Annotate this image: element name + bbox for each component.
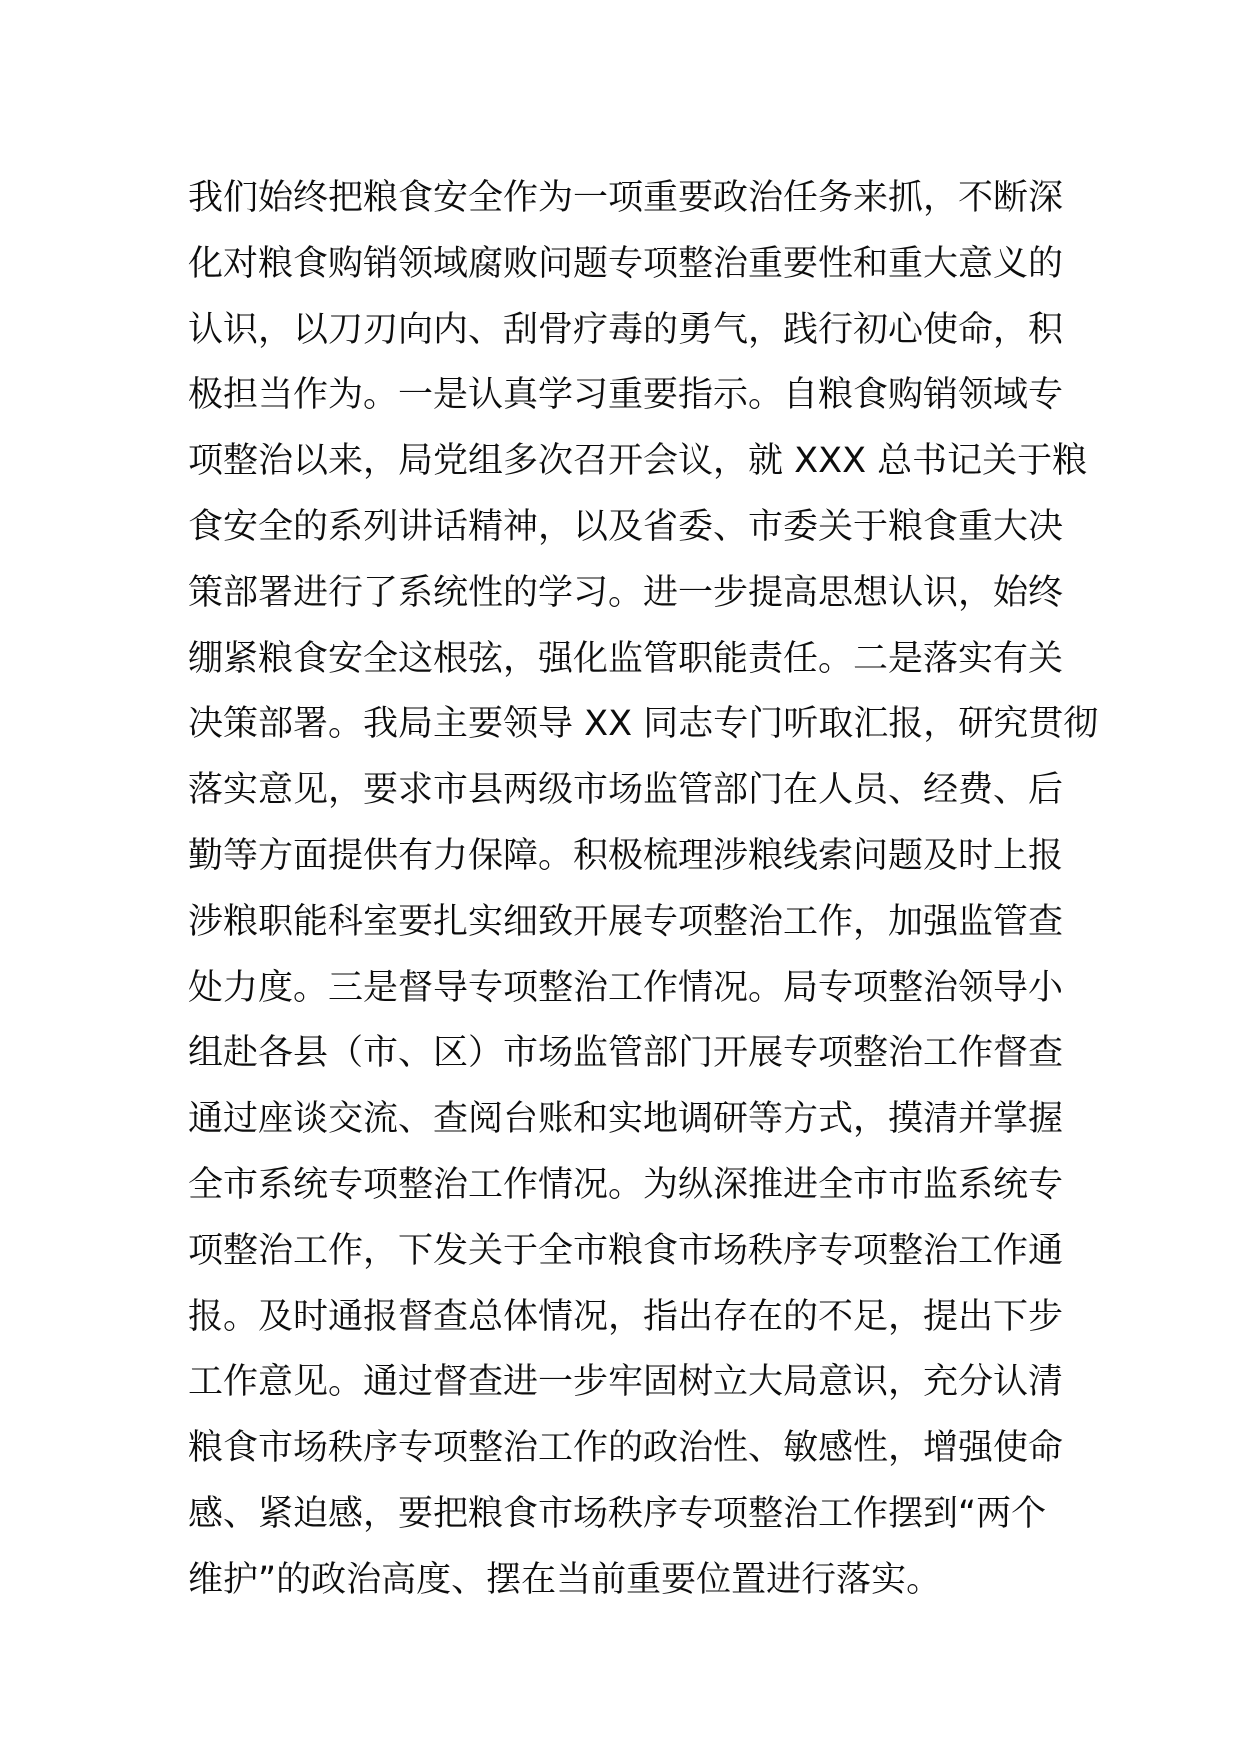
text-line-8: 绷紧粮食安全这根弦，强化监管职能责任。二是落实有关 <box>188 638 1064 679</box>
text-line-19: 工作意见。通过督查进一步牢固树立大局意识，充分认清 <box>188 1362 1064 1403</box>
text-line-10: 落实意见，要求市县两级市场监管部门在人员、经费、后 <box>188 770 1064 811</box>
text-line-18: 报。及时通报督查总体情况，指出存在的不足，提出下步 <box>188 1296 1064 1337</box>
text-line-12: 涉粮职能科室要扎实细致开展专项整治工作，加强监管查 <box>188 901 1064 942</box>
body-paragraph <box>188 166 1099 1614</box>
text-line-14: 组赴各县（市、区）市场监管部门开展专项整治工作督查 <box>188 1033 1064 1074</box>
text-line-20: 粮食市场秩序专项整治工作的政治性、敏感性，增强使命 <box>188 1428 1064 1469</box>
text-line-1: 我们始终把粮食安全作为一项重要政治任务来抓，不断深 <box>188 178 1064 218</box>
text-line-13: 处力度。三是督导专项整治工作情况。局专项整治领导小 <box>188 967 1064 1008</box>
text-line-16: 全市系统专项整治工作情况。为纵深推进全市市监系统专 <box>188 1164 1064 1205</box>
text-line-4: 极担当作为。一是认真学习重要指示。自粮食购销领域专 <box>188 375 1064 416</box>
text-line-22: 维护”的政治高度、摆在当前重要位置进行落实。 <box>188 1559 942 1600</box>
text-line-5: 项整治以来，局党组多次召开会议，就 XXX 总书记关于粮 <box>188 441 1088 482</box>
text-line-6: 食安全的系列讲话精神，以及省委、市委关于粮食重大决 <box>188 506 1064 547</box>
text-line-9: 决策部署。我局主要领导 XX 同志专门听取汇报，研究贯彻 <box>188 704 1099 745</box>
text-line-15: 通过座谈交流、查阅台账和实地调研等方式，摸清并掌握 <box>188 1099 1064 1140</box>
text-line-2: 化对粮食购销领域腐败问题专项整治重要性和重大意义的 <box>188 243 1064 284</box>
text-line-3: 认识，以刀刃向内、刮骨疗毒的勇气，践行初心使命，积 <box>188 309 1064 350</box>
text-line-7: 策部署进行了系统性的学习。进一步提高思想认识，始终 <box>188 572 1064 613</box>
text-line-21: 感、紧迫感，要把粮食市场秩序专项整治工作摆到“两个 <box>188 1493 1047 1534</box>
text-line-17: 项整治工作，下发关于全市粮食市场秩序专项整治工作通 <box>188 1230 1064 1271</box>
text-line-11: 勤等方面提供有力保障。积极梳理涉粮线索问题及时上报 <box>188 835 1064 876</box>
